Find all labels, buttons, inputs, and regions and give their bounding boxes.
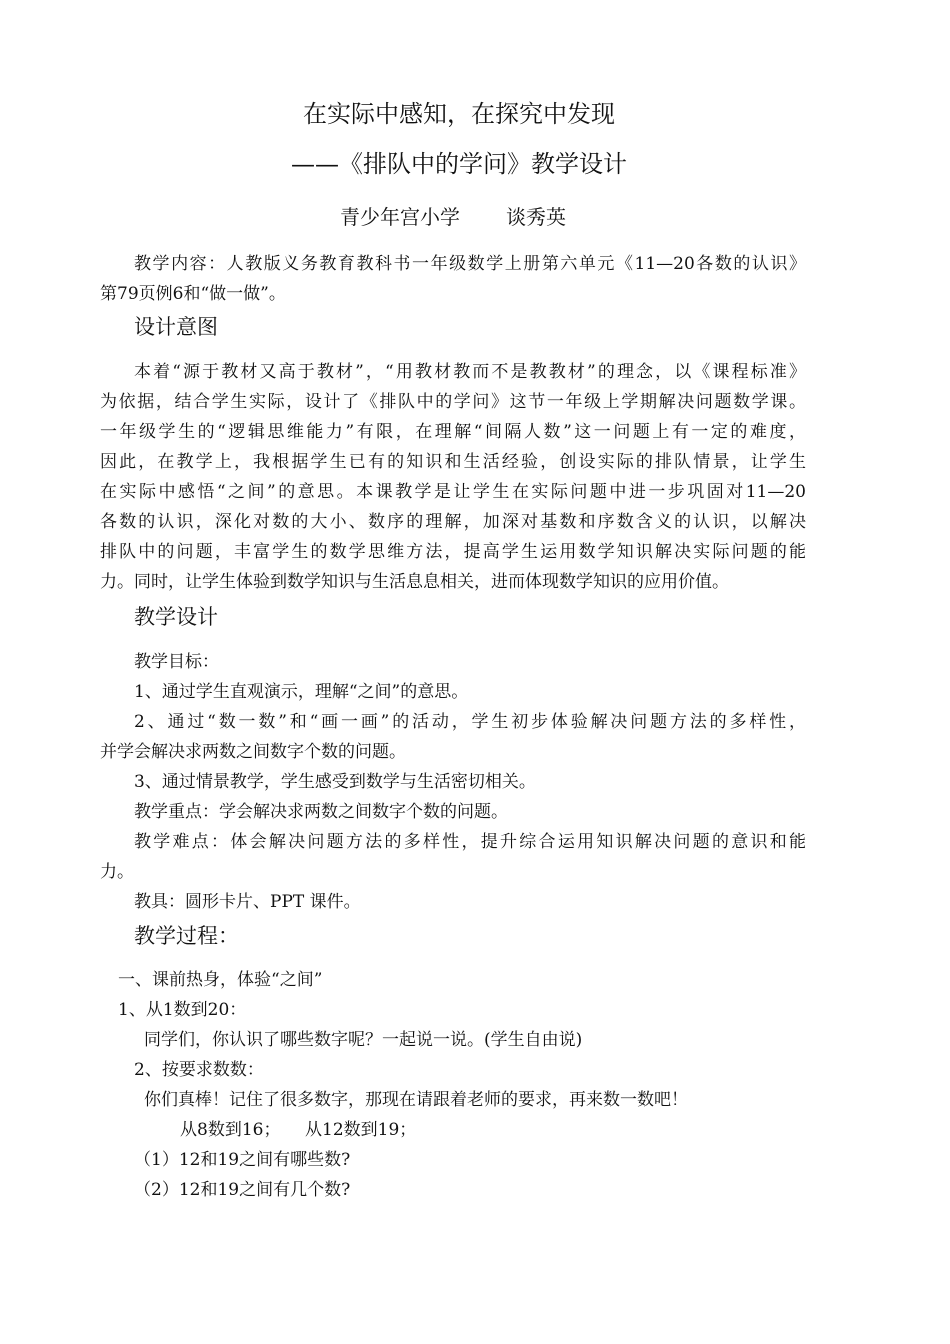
process-step-1-text: 同学们，你认识了哪些数字呢？一起说一说。(学生自由说): [144, 1030, 583, 1050]
design-intent-line-3: 一年级学生的“逻辑思维能力”有限，在理解“间隔人数”这一问题上有一定的难度，: [100, 422, 806, 442]
design-intent-line-1: 本着“源于教材又高于教材”，“用教材教而不是教教材”的理念，以《课程标准》: [134, 362, 806, 382]
content-line-1: 教学内容：人教版义务教育教科书一年级数学上册第六单元《11—20各数的认识》: [134, 254, 806, 274]
difficulty-line-1: 教学难点：体会解决问题方法的多样性，提升综合运用知识解决问题的意识和能: [134, 832, 806, 852]
process-section-1: 一、课前热身，体验“之间”: [118, 970, 323, 990]
key-point: 教学重点：学会解决求两数之间数字个数的问题。: [134, 802, 508, 822]
school-name: 青少年宫小学: [340, 205, 460, 229]
content-line-2: 第79页例6和“做一做”。: [100, 284, 286, 304]
design-intent-line-8: 力。同时，让学生体验到数学知识与生活息息相关，进而体现数学知识的应用价值。: [100, 572, 729, 592]
goal-3: 3、通过情景教学，学生感受到数学与生活密切相关。: [134, 772, 536, 792]
design-intent-line-4: 因此，在教学上，我根据学生已有的知识和生活经验，创设实际的排队情景，让学生: [100, 452, 806, 472]
design-intent-line-6: 各数的认识，深化对数的大小、数序的理解，加深对基数和序数含义的认识，以解决: [100, 512, 806, 532]
teaching-tools: 教具：圆形卡片、PPT 课件。: [134, 892, 361, 912]
design-intent-line-5: 在实际中感悟“之间”的意思。本课教学是让学生在实际问题中进一步巩固对11—20: [100, 482, 806, 502]
process-step-2-text: 你们真棒！记住了很多数字，那现在请跟着老师的要求，再来数一数吧！: [144, 1090, 688, 1110]
count-range-b: 从12数到19；: [305, 1120, 417, 1140]
process-step-1: 1、从1数到20：: [118, 1000, 247, 1020]
goal-2-line-1: 2、通过“数一数”和“画一画”的活动，学生初步体验解决问题方法的多样性，: [134, 712, 807, 732]
teaching-design-heading: 教学设计: [134, 605, 218, 629]
question-2: （2）12和19之间有几个数?: [134, 1180, 351, 1200]
document-title: 在实际中感知，在探究中发现: [303, 100, 615, 128]
goal-1: 1、通过学生直观演示，理解“之间”的意思。: [134, 682, 469, 702]
document-subtitle: ——《排队中的学问》教学设计: [291, 150, 627, 178]
question-1: （1）12和19之间有哪些数?: [134, 1150, 351, 1170]
design-intent-line-2: 为依据，结合学生实际，设计了《排队中的学问》这节一年级上学期解决问题数学课。: [100, 392, 806, 412]
author-name: 谈秀英: [506, 205, 566, 229]
process-heading: 教学过程：: [134, 924, 239, 948]
design-intent-line-7: 排队中的问题，丰富学生的数学思维方法，提高学生运用数学知识解决实际问题的能: [100, 542, 806, 562]
design-intent-heading: 设计意图: [134, 315, 218, 339]
difficulty-line-2: 力。: [100, 862, 134, 882]
process-step-2: 2、按要求数数：: [134, 1060, 264, 1080]
goals-label: 教学目标：: [134, 652, 219, 672]
goal-2-line-2: 并学会解决求两数之间数字个数的问题。: [100, 742, 406, 762]
author-line: [0, 205, 906, 229]
count-range-a: 从8数到16；: [180, 1120, 281, 1140]
